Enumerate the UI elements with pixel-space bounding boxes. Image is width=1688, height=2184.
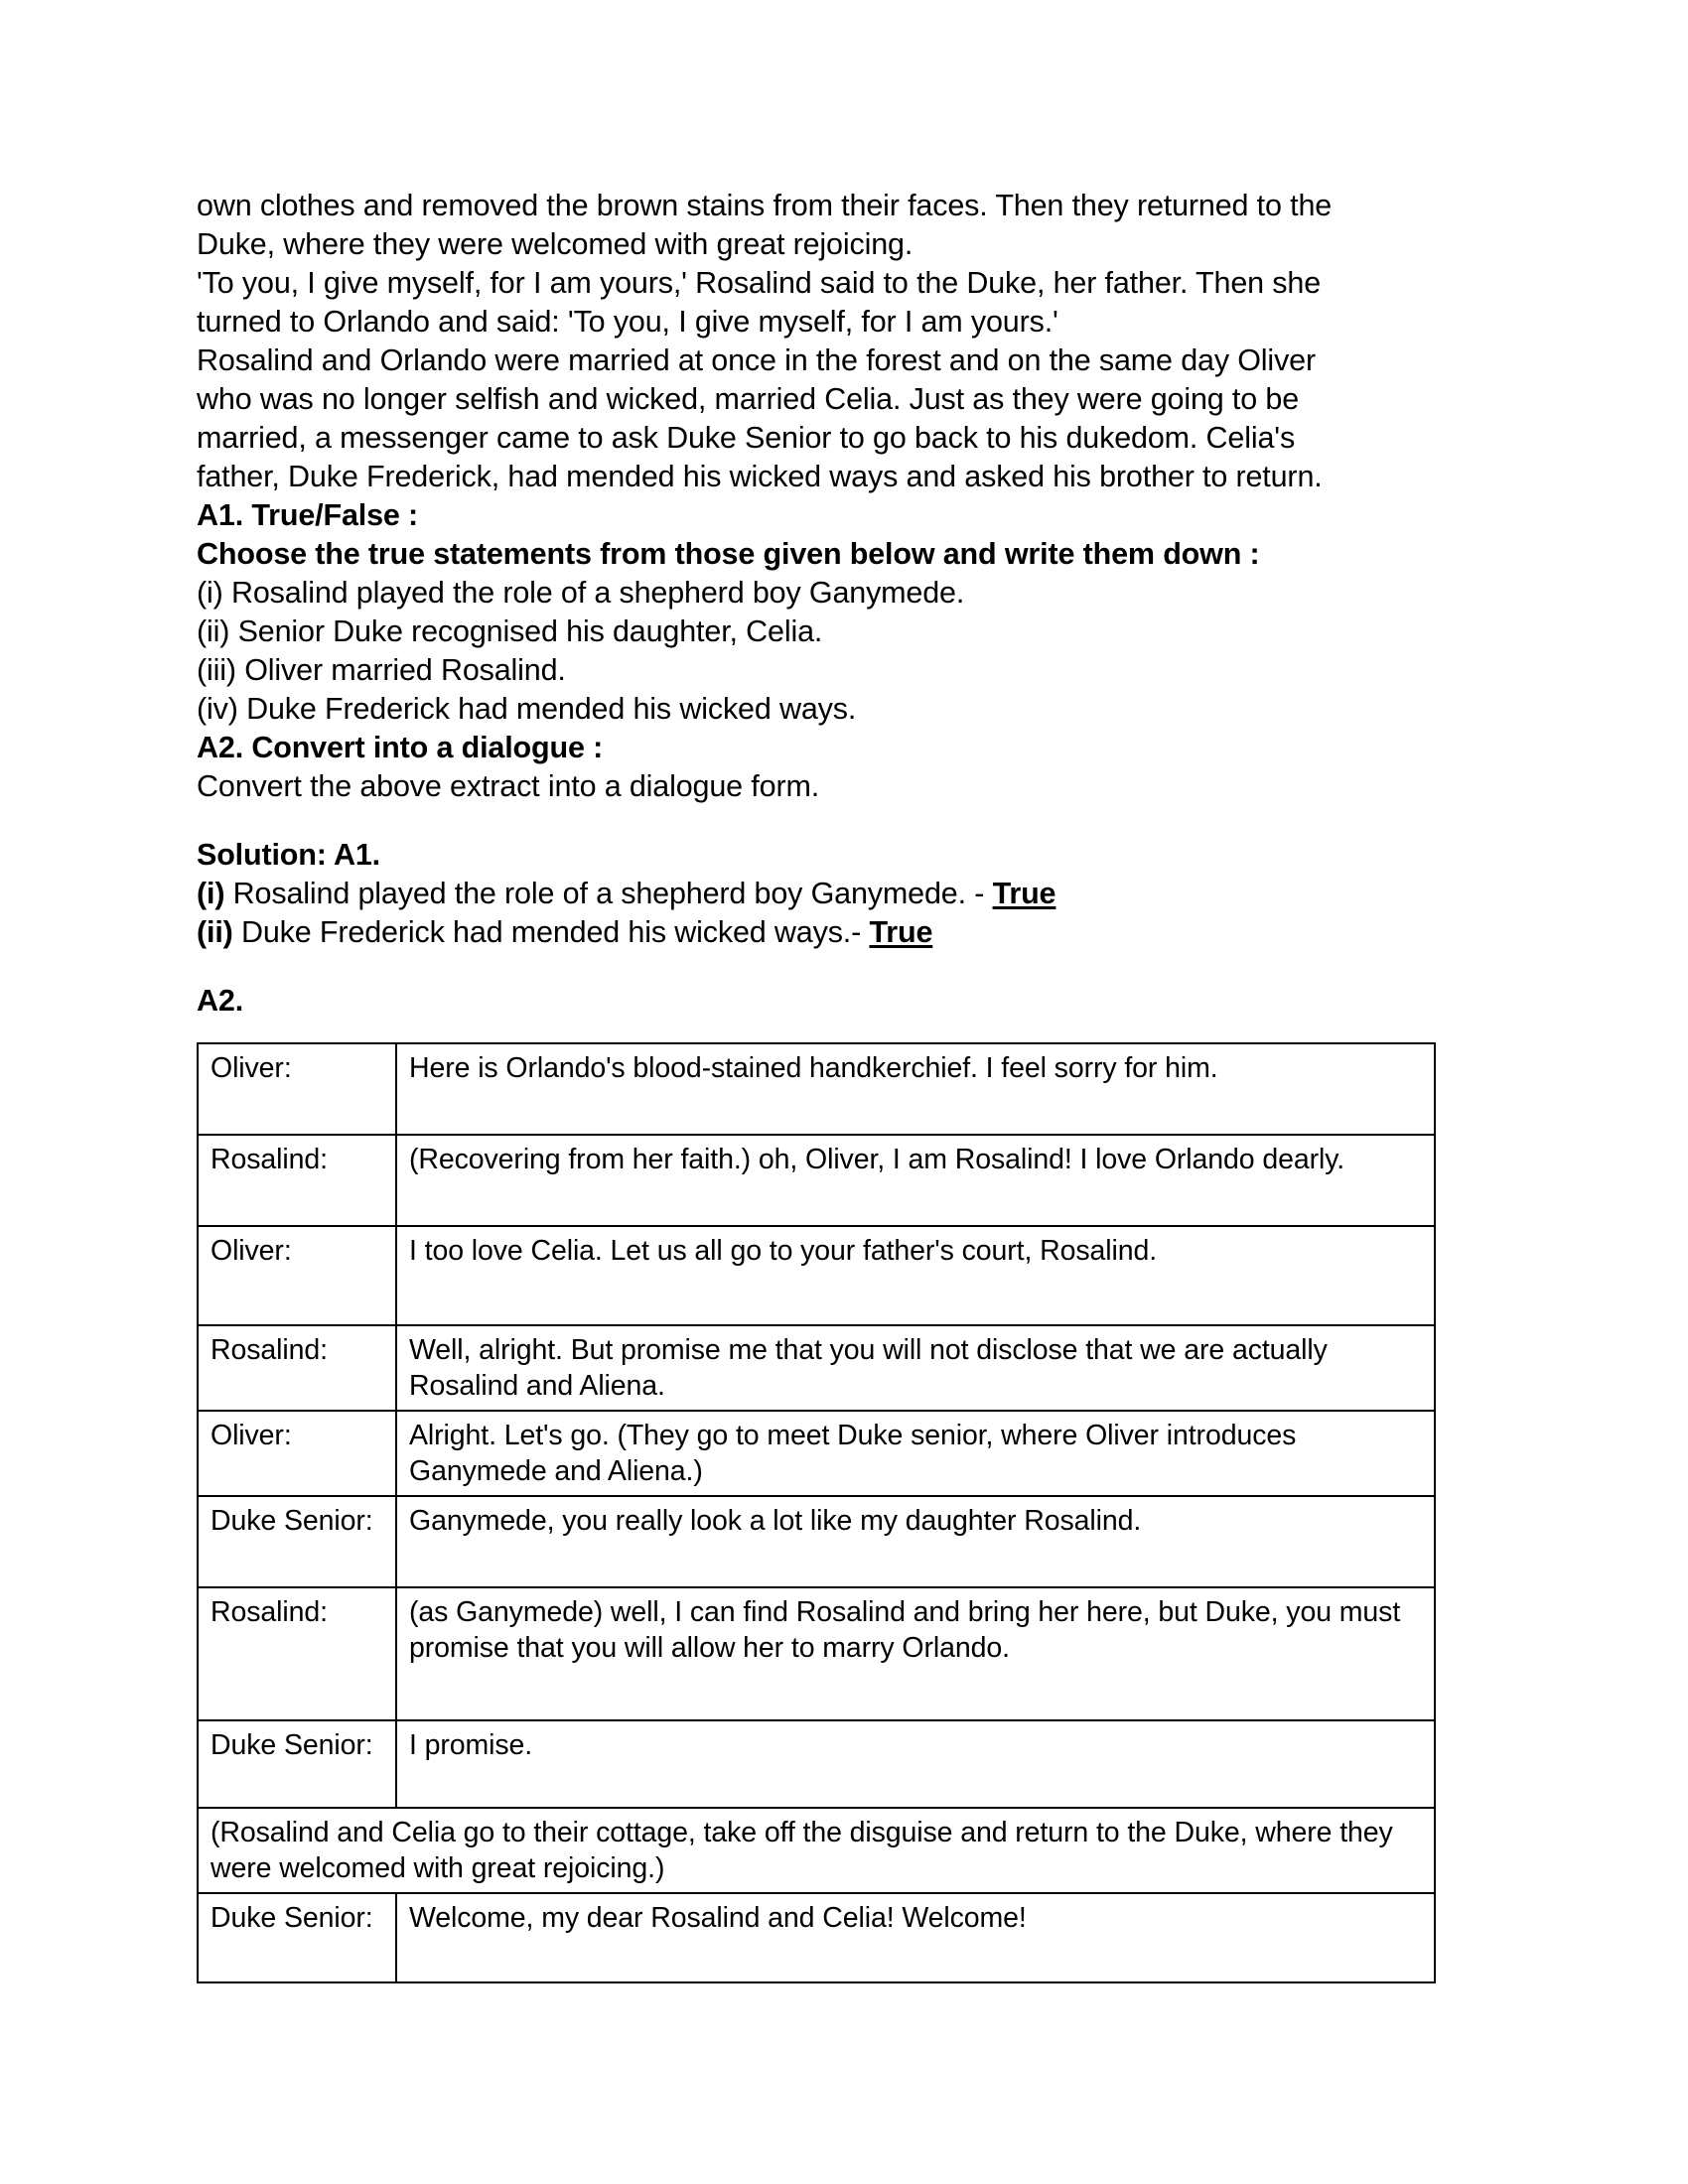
extract-line: married, a messenger came to ask Duke Senior to go back to his dukedom. Celia's: [197, 421, 1296, 455]
document-content: [197, 187, 1453, 1983]
dialogue-text: Alright. Let's go. (They go to meet Duke senior, where Oliver introduces Ganymede and Aliena.): [396, 1411, 1435, 1496]
dialogue-table: [197, 1042, 1436, 1983]
dialogue-text: Welcome, my dear Rosalind and Celia! Welcome!: [396, 1893, 1435, 1982]
a1-statement-i: (i) Rosalind played the role of a shepherd boy Ganymede.: [197, 576, 965, 610]
dialogue-speaker: Oliver:: [198, 1226, 396, 1325]
dialogue-speaker: Rosalind:: [198, 1325, 396, 1411]
dialogue-text: I promise.: [396, 1720, 1435, 1808]
extract-line: turned to Orlando and said: 'To you, I give myself, for I am yours.': [197, 305, 1058, 339]
table-row: [198, 1720, 1435, 1808]
answer-text: Duke Frederick had mended his wicked ways.-: [232, 915, 870, 949]
answer-text: Rosalind played the role of a shepherd boy Ganymede. -: [224, 877, 993, 910]
a1-instruction: Choose the true statements from those given below and write them down :: [197, 537, 1260, 571]
dialogue-speaker: Oliver:: [198, 1043, 396, 1135]
a2-heading: A2. Convert into a dialogue :: [197, 731, 604, 764]
extract-line: who was no longer selfish and wicked, married Celia. Just as they were going to be: [197, 382, 1300, 416]
extract-line: Duke, where they were welcomed with great rejoicing.: [197, 227, 914, 261]
dialogue-text: (Recovering from her faith.) oh, Oliver, I am Rosalind! I love Orlando dearly.: [396, 1135, 1435, 1226]
extract-line: Rosalind and Orlando were married at once in the forest and on the same day Oliver: [197, 343, 1316, 377]
dialogue-speaker: Duke Senior:: [198, 1720, 396, 1808]
dialogue-speaker: Duke Senior:: [198, 1893, 396, 1982]
dialogue-table-body: [198, 1043, 1435, 1982]
dialogue-text: Here is Orlando's blood-stained handkerchief. I feel sorry for him.: [396, 1043, 1435, 1135]
a1-statement-iii: (iii) Oliver married Rosalind.: [197, 653, 566, 687]
extract-line: own clothes and removed the brown stains from their faces. Then they returned to the: [197, 189, 1333, 222]
table-row: [198, 1893, 1435, 1982]
a1-heading: A1. True/False :: [197, 498, 419, 532]
dialogue-text: I too love Celia. Let us all go to your father's court, Rosalind.: [396, 1226, 1435, 1325]
table-row: [198, 1325, 1435, 1411]
solution-heading: Solution: A1.: [197, 838, 380, 872]
dialogue-speaker: Rosalind:: [198, 1135, 396, 1226]
answer-verdict: True: [992, 877, 1056, 910]
dialogue-text: Ganymede, you really look a lot like my daughter Rosalind.: [396, 1496, 1435, 1587]
answer-marker: (ii): [197, 915, 233, 949]
table-row: [198, 1496, 1435, 1587]
dialogue-speaker: Rosalind:: [198, 1587, 396, 1720]
table-row: [198, 1226, 1435, 1325]
table-row: [198, 1043, 1435, 1135]
solution-answer-i: [197, 875, 1453, 913]
dialogue-speaker: Oliver:: [198, 1411, 396, 1496]
table-row: [198, 1135, 1435, 1226]
table-row: [198, 1411, 1435, 1496]
answer-verdict: True: [869, 915, 933, 949]
extract-line: 'To you, I give myself, for I am yours,' Rosalind said to the Duke, her father. Then she: [197, 266, 1322, 300]
table-row-merged: [198, 1808, 1435, 1893]
dialogue-stage-direction: (Rosalind and Celia go to their cottage, take off the disguise and return to the Duke, where they were welcomed with great rejoicing.): [198, 1808, 1435, 1893]
extract-paragraph-block: [197, 187, 1453, 496]
a2-instruction: Convert the above extract into a dialogue form.: [197, 769, 820, 803]
section-spacer: [197, 806, 1453, 836]
extract-line: father, Duke Frederick, had mended his wicked ways and asked his brother to return.: [197, 460, 1323, 493]
dialogue-text: Well, alright. But promise me that you will not disclose that we are actually Rosalind and Aliena.: [396, 1325, 1435, 1411]
answer-marker: (i): [197, 877, 225, 910]
solution-a2-heading: A2.: [197, 984, 244, 1018]
solution-answer-ii: [197, 913, 1453, 952]
a1-statement-iv: (iv) Duke Frederick had mended his wicked ways.: [197, 692, 857, 726]
section-spacer: [197, 952, 1453, 982]
dialogue-text: (as Ganymede) well, I can find Rosalind and bring her here, but Duke, you must promise that you will allow her to marry Orlando.: [396, 1587, 1435, 1720]
table-row: [198, 1587, 1435, 1720]
dialogue-speaker: Duke Senior:: [198, 1496, 396, 1587]
a1-statement-ii: (ii) Senior Duke recognised his daughter, Celia.: [197, 614, 823, 648]
